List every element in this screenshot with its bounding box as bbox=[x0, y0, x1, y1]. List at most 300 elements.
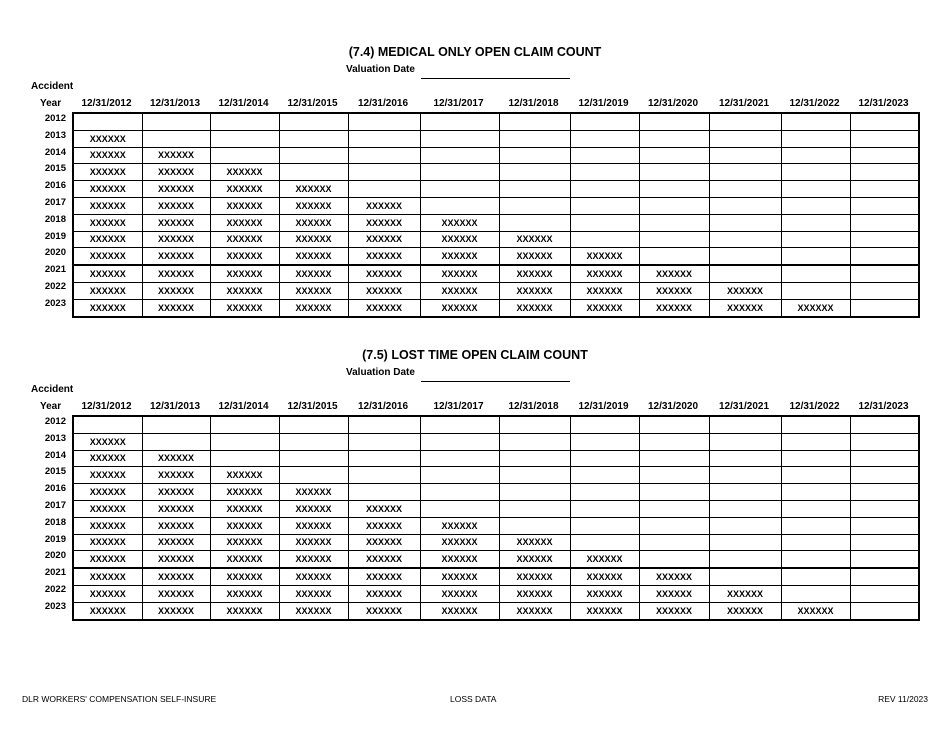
table-cell[interactable]: XXXXXX bbox=[420, 282, 499, 299]
table-cell[interactable]: XXXXXX bbox=[348, 568, 420, 585]
table-cell[interactable] bbox=[142, 113, 210, 130]
table-cell[interactable] bbox=[499, 467, 570, 484]
table-cell[interactable] bbox=[781, 585, 850, 602]
table-cell[interactable] bbox=[781, 248, 850, 265]
table-cell[interactable] bbox=[279, 450, 348, 467]
table-cell[interactable] bbox=[850, 130, 919, 147]
table-cell[interactable]: XXXXXX bbox=[348, 602, 420, 619]
table-cell[interactable]: XXXXXX bbox=[499, 231, 570, 248]
table-cell[interactable] bbox=[639, 517, 709, 534]
table-row bbox=[73, 467, 919, 484]
table-cell[interactable] bbox=[499, 130, 570, 147]
table-cell[interactable]: XXXXXX bbox=[279, 602, 348, 619]
table-cell[interactable] bbox=[850, 181, 919, 198]
table-cell[interactable] bbox=[420, 484, 499, 501]
table-cell[interactable] bbox=[142, 416, 210, 433]
table-cell[interactable]: XXXXXX bbox=[348, 282, 420, 299]
table-cell[interactable] bbox=[570, 467, 639, 484]
table-cell[interactable]: XXXXXX bbox=[210, 181, 279, 198]
table-cell[interactable] bbox=[781, 130, 850, 147]
table-cell[interactable]: XXXXXX bbox=[781, 299, 850, 316]
table-cell[interactable] bbox=[639, 248, 709, 265]
table-cell[interactable] bbox=[709, 450, 781, 467]
table-cell[interactable]: XXXXXX bbox=[142, 500, 210, 517]
table-cell[interactable]: XXXXXX bbox=[210, 585, 279, 602]
table-cell[interactable]: XXXXXX bbox=[210, 568, 279, 585]
table-cell[interactable] bbox=[850, 282, 919, 299]
table-cell[interactable] bbox=[709, 517, 781, 534]
table-cell[interactable]: XXXXXX bbox=[73, 450, 142, 467]
table-cell[interactable]: XXXXXX bbox=[142, 265, 210, 282]
table-cell[interactable] bbox=[709, 416, 781, 433]
table-cell[interactable]: XXXXXX bbox=[73, 568, 142, 585]
table-cell[interactable]: XXXXXX bbox=[210, 265, 279, 282]
table-cell[interactable] bbox=[639, 130, 709, 147]
table-cell[interactable]: XXXXXX bbox=[420, 534, 499, 551]
table-cell[interactable] bbox=[348, 484, 420, 501]
table-cell[interactable] bbox=[709, 467, 781, 484]
table-cell[interactable]: XXXXXX bbox=[348, 265, 420, 282]
table-cell[interactable] bbox=[570, 214, 639, 231]
table-cell[interactable]: XXXXXX bbox=[279, 534, 348, 551]
table-cell[interactable] bbox=[850, 517, 919, 534]
column-header: 12/31/2018 bbox=[508, 401, 559, 412]
table-cell[interactable]: XXXXXX bbox=[73, 602, 142, 619]
table-cell[interactable]: XXXXXX bbox=[279, 517, 348, 534]
table-cell[interactable]: XXXXXX bbox=[499, 534, 570, 551]
table-cell[interactable] bbox=[850, 534, 919, 551]
table-cell[interactable] bbox=[781, 231, 850, 248]
table-cell[interactable] bbox=[570, 534, 639, 551]
table-cell[interactable] bbox=[781, 534, 850, 551]
table-cell[interactable] bbox=[348, 164, 420, 181]
table-cell[interactable] bbox=[499, 164, 570, 181]
table-cell[interactable] bbox=[781, 450, 850, 467]
table-cell[interactable] bbox=[420, 450, 499, 467]
table-cell[interactable] bbox=[639, 231, 709, 248]
table-cell[interactable]: XXXXXX bbox=[279, 248, 348, 265]
table-cell[interactable] bbox=[781, 416, 850, 433]
table-cell[interactable]: XXXXXX bbox=[142, 147, 210, 164]
table-cell[interactable] bbox=[570, 450, 639, 467]
table-cell[interactable] bbox=[850, 450, 919, 467]
table-cell[interactable]: XXXXXX bbox=[73, 282, 142, 299]
table-cell[interactable]: XXXXXX bbox=[142, 450, 210, 467]
table-cell[interactable]: XXXXXX bbox=[210, 551, 279, 568]
table-cell[interactable]: XXXXXX bbox=[73, 248, 142, 265]
table-cell[interactable]: XXXXXX bbox=[73, 130, 142, 147]
table-cell[interactable] bbox=[709, 130, 781, 147]
table-cell[interactable]: XXXXXX bbox=[709, 585, 781, 602]
table-cell[interactable] bbox=[348, 450, 420, 467]
table-cell[interactable] bbox=[639, 197, 709, 214]
table-cell[interactable]: XXXXXX bbox=[639, 585, 709, 602]
table-cell[interactable]: XXXXXX bbox=[570, 265, 639, 282]
table-cell[interactable] bbox=[850, 248, 919, 265]
table-cell[interactable] bbox=[709, 551, 781, 568]
table-cell[interactable] bbox=[709, 484, 781, 501]
table-cell[interactable]: XXXXXX bbox=[142, 164, 210, 181]
table-cell[interactable]: XXXXXX bbox=[570, 282, 639, 299]
table-cell[interactable]: XXXXXX bbox=[499, 282, 570, 299]
table-cell[interactable] bbox=[570, 416, 639, 433]
table-cell[interactable] bbox=[639, 113, 709, 130]
table-cell[interactable]: XXXXXX bbox=[499, 602, 570, 619]
table-cell[interactable]: XXXXXX bbox=[142, 248, 210, 265]
table-cell[interactable] bbox=[850, 113, 919, 130]
table-cell[interactable]: XXXXXX bbox=[73, 517, 142, 534]
table-cell[interactable]: XXXXXX bbox=[420, 568, 499, 585]
table-cell[interactable] bbox=[781, 467, 850, 484]
table-cell[interactable]: XXXXXX bbox=[348, 299, 420, 316]
table-cell[interactable] bbox=[279, 433, 348, 450]
table-cell[interactable]: XXXXXX bbox=[279, 500, 348, 517]
table-cell[interactable] bbox=[850, 551, 919, 568]
table-cell[interactable]: XXXXXX bbox=[279, 585, 348, 602]
table-cell[interactable] bbox=[639, 551, 709, 568]
table-cell[interactable] bbox=[639, 534, 709, 551]
table-cell[interactable] bbox=[279, 164, 348, 181]
table-cell[interactable] bbox=[850, 299, 919, 316]
table-cell[interactable] bbox=[570, 130, 639, 147]
table-cell[interactable]: XXXXXX bbox=[210, 500, 279, 517]
table-cell[interactable] bbox=[210, 113, 279, 130]
table-cell[interactable] bbox=[850, 568, 919, 585]
table-cell[interactable] bbox=[210, 130, 279, 147]
table-cell[interactable] bbox=[420, 500, 499, 517]
table-cell[interactable] bbox=[499, 450, 570, 467]
table-cell[interactable]: XXXXXX bbox=[142, 282, 210, 299]
table-cell[interactable] bbox=[709, 433, 781, 450]
table-cell[interactable] bbox=[348, 181, 420, 198]
table-cell[interactable]: XXXXXX bbox=[420, 214, 499, 231]
table-cell[interactable] bbox=[850, 585, 919, 602]
table-cell[interactable]: XXXXXX bbox=[73, 265, 142, 282]
table-cell[interactable] bbox=[570, 484, 639, 501]
table-cell[interactable] bbox=[781, 517, 850, 534]
table-cell[interactable]: XXXXXX bbox=[279, 214, 348, 231]
table-cell[interactable] bbox=[279, 113, 348, 130]
table-cell[interactable] bbox=[499, 147, 570, 164]
table-cell[interactable]: XXXXXX bbox=[499, 265, 570, 282]
table-cell[interactable] bbox=[210, 147, 279, 164]
table-cell[interactable] bbox=[781, 568, 850, 585]
table-cell[interactable] bbox=[781, 265, 850, 282]
table-cell[interactable] bbox=[570, 500, 639, 517]
table-cell[interactable] bbox=[279, 147, 348, 164]
table-cell[interactable]: XXXXXX bbox=[420, 265, 499, 282]
table-cell[interactable]: XXXXXX bbox=[210, 299, 279, 316]
table-cell[interactable] bbox=[639, 147, 709, 164]
table-cell[interactable] bbox=[781, 113, 850, 130]
column-header: 12/31/2016 bbox=[357, 401, 409, 412]
table-cell[interactable] bbox=[709, 214, 781, 231]
table-cell[interactable]: XXXXXX bbox=[639, 282, 709, 299]
table-cell[interactable]: XXXXXX bbox=[142, 517, 210, 534]
table-cell[interactable]: XXXXXX bbox=[639, 568, 709, 585]
table-cell[interactable]: XXXXXX bbox=[210, 164, 279, 181]
table-cell[interactable]: XXXXXX bbox=[73, 585, 142, 602]
table-cell[interactable]: XXXXXX bbox=[279, 197, 348, 214]
table-cell[interactable]: XXXXXX bbox=[142, 585, 210, 602]
table-cell[interactable]: XXXXXX bbox=[420, 248, 499, 265]
table-cell[interactable] bbox=[781, 147, 850, 164]
table-cell[interactable]: XXXXXX bbox=[570, 602, 639, 619]
table-cell[interactable] bbox=[348, 433, 420, 450]
table-cell[interactable] bbox=[570, 433, 639, 450]
table-cell[interactable] bbox=[499, 214, 570, 231]
table-cell[interactable]: XXXXXX bbox=[73, 433, 142, 450]
table-cell[interactable] bbox=[709, 248, 781, 265]
table-cell[interactable]: XXXXXX bbox=[73, 231, 142, 248]
table-cell[interactable]: XXXXXX bbox=[210, 534, 279, 551]
table-cell[interactable] bbox=[570, 181, 639, 198]
table-cell[interactable] bbox=[142, 130, 210, 147]
year-label: Year bbox=[40, 98, 62, 109]
table-cell[interactable]: XXXXXX bbox=[210, 602, 279, 619]
table-cell[interactable]: XXXXXX bbox=[210, 197, 279, 214]
table-cell[interactable] bbox=[781, 197, 850, 214]
table-cell[interactable]: XXXXXX bbox=[348, 214, 420, 231]
table-cell[interactable]: XXXXXX bbox=[570, 568, 639, 585]
table-cell[interactable] bbox=[210, 450, 279, 467]
table-cell[interactable] bbox=[420, 181, 499, 198]
table-cell[interactable] bbox=[279, 416, 348, 433]
table-cell[interactable]: XXXXXX bbox=[570, 551, 639, 568]
table-cell[interactable]: XXXXXX bbox=[420, 517, 499, 534]
table-cell[interactable]: XXXXXX bbox=[570, 248, 639, 265]
table-cell[interactable]: XXXXXX bbox=[639, 602, 709, 619]
table-cell[interactable] bbox=[348, 147, 420, 164]
table-cell[interactable]: XXXXXX bbox=[499, 248, 570, 265]
table-cell[interactable] bbox=[709, 500, 781, 517]
table-cell[interactable]: XXXXXX bbox=[73, 484, 142, 501]
table-cell[interactable]: XXXXXX bbox=[348, 197, 420, 214]
table-cell[interactable] bbox=[420, 433, 499, 450]
table-cell[interactable] bbox=[499, 484, 570, 501]
table-cell[interactable]: XXXXXX bbox=[348, 585, 420, 602]
table-cell[interactable] bbox=[570, 231, 639, 248]
table-cell[interactable]: XXXXXX bbox=[142, 484, 210, 501]
table-cell[interactable] bbox=[781, 181, 850, 198]
table-cell[interactable]: XXXXXX bbox=[73, 147, 142, 164]
table-cell[interactable] bbox=[279, 467, 348, 484]
table-cell[interactable] bbox=[781, 164, 850, 181]
table-cell[interactable]: XXXXXX bbox=[73, 299, 142, 316]
table-cell[interactable] bbox=[570, 517, 639, 534]
table-cell[interactable]: XXXXXX bbox=[210, 517, 279, 534]
table-cell[interactable] bbox=[420, 130, 499, 147]
table-cell[interactable]: XXXXXX bbox=[210, 231, 279, 248]
table-cell[interactable]: XXXXXX bbox=[73, 164, 142, 181]
table-cell[interactable] bbox=[420, 467, 499, 484]
table-cell[interactable]: XXXXXX bbox=[348, 517, 420, 534]
table-cell[interactable]: XXXXXX bbox=[142, 602, 210, 619]
table-cell[interactable]: XXXXXX bbox=[570, 299, 639, 316]
table-cell[interactable]: XXXXXX bbox=[499, 551, 570, 568]
table-cell[interactable] bbox=[279, 130, 348, 147]
table-cell[interactable] bbox=[639, 500, 709, 517]
table-cell[interactable] bbox=[639, 181, 709, 198]
table-cell[interactable]: XXXXXX bbox=[499, 299, 570, 316]
table-cell[interactable] bbox=[420, 113, 499, 130]
accident-year-label: 2018 bbox=[44, 516, 66, 528]
table-cell[interactable]: XXXXXX bbox=[210, 248, 279, 265]
table-cell[interactable]: XXXXXX bbox=[348, 534, 420, 551]
table-cell[interactable] bbox=[499, 416, 570, 433]
table-cell[interactable]: XXXXXX bbox=[73, 214, 142, 231]
table-cell[interactable] bbox=[709, 265, 781, 282]
table-cell[interactable]: XXXXXX bbox=[73, 467, 142, 484]
table-cell[interactable] bbox=[709, 147, 781, 164]
table-cell[interactable] bbox=[709, 113, 781, 130]
table-cell[interactable]: XXXXXX bbox=[279, 265, 348, 282]
table-cell[interactable]: XXXXXX bbox=[142, 231, 210, 248]
table-cell[interactable] bbox=[709, 534, 781, 551]
table-cell[interactable]: XXXXXX bbox=[279, 299, 348, 316]
table-cell[interactable]: XXXXXX bbox=[709, 282, 781, 299]
table-cell[interactable] bbox=[570, 113, 639, 130]
table-cell[interactable] bbox=[709, 181, 781, 198]
table-cell[interactable] bbox=[781, 551, 850, 568]
accident-year-label: 2018 bbox=[44, 213, 66, 225]
table-cell[interactable] bbox=[348, 130, 420, 147]
table-cell[interactable]: XXXXXX bbox=[73, 551, 142, 568]
table-cell[interactable]: XXXXXX bbox=[709, 299, 781, 316]
table-cell[interactable]: XXXXXX bbox=[73, 197, 142, 214]
table-cell[interactable]: XXXXXX bbox=[142, 181, 210, 198]
table-cell[interactable] bbox=[850, 416, 919, 433]
table-cell[interactable]: XXXXXX bbox=[279, 282, 348, 299]
table-cell[interactable]: XXXXXX bbox=[781, 602, 850, 619]
table-cell[interactable]: XXXXXX bbox=[142, 214, 210, 231]
table-cell[interactable] bbox=[142, 433, 210, 450]
table-cell[interactable] bbox=[709, 231, 781, 248]
table-cell[interactable] bbox=[850, 231, 919, 248]
table-cell[interactable]: XXXXXX bbox=[142, 467, 210, 484]
table-cell[interactable]: XXXXXX bbox=[73, 534, 142, 551]
table-cell[interactable] bbox=[499, 113, 570, 130]
table-cell[interactable] bbox=[420, 197, 499, 214]
table-cell[interactable] bbox=[210, 433, 279, 450]
table-cell[interactable] bbox=[73, 416, 142, 433]
table-cell[interactable] bbox=[850, 484, 919, 501]
table-cell[interactable]: XXXXXX bbox=[639, 265, 709, 282]
table-cell[interactable]: XXXXXX bbox=[142, 299, 210, 316]
table-cell[interactable] bbox=[348, 113, 420, 130]
table-cell[interactable] bbox=[850, 197, 919, 214]
table-cell[interactable] bbox=[73, 113, 142, 130]
table-cell[interactable]: XXXXXX bbox=[348, 248, 420, 265]
table-cell[interactable]: XXXXXX bbox=[348, 551, 420, 568]
table-cell[interactable]: XXXXXX bbox=[210, 282, 279, 299]
table-cell[interactable] bbox=[639, 416, 709, 433]
table-cell[interactable] bbox=[570, 164, 639, 181]
table-cell[interactable] bbox=[570, 197, 639, 214]
table-row bbox=[73, 147, 919, 164]
table-cell[interactable]: XXXXXX bbox=[142, 568, 210, 585]
table-cell[interactable]: XXXXXX bbox=[420, 585, 499, 602]
table-cell[interactable]: XXXXXX bbox=[420, 231, 499, 248]
table-cell[interactable] bbox=[420, 164, 499, 181]
table-cell[interactable] bbox=[570, 147, 639, 164]
table-cell[interactable] bbox=[420, 416, 499, 433]
table-cell[interactable]: XXXXXX bbox=[142, 534, 210, 551]
table-cell[interactable] bbox=[639, 484, 709, 501]
table-cell[interactable] bbox=[639, 433, 709, 450]
table-cell[interactable]: XXXXXX bbox=[210, 467, 279, 484]
table-cell[interactable]: XXXXXX bbox=[210, 484, 279, 501]
table-cell[interactable]: XXXXXX bbox=[420, 602, 499, 619]
table-cell[interactable]: XXXXXX bbox=[279, 231, 348, 248]
valuation-date-field[interactable] bbox=[421, 381, 570, 382]
table-cell[interactable] bbox=[499, 500, 570, 517]
table-cell[interactable]: XXXXXX bbox=[73, 181, 142, 198]
table-cell[interactable] bbox=[850, 602, 919, 619]
table-cell[interactable] bbox=[850, 433, 919, 450]
table-cell[interactable] bbox=[709, 568, 781, 585]
table-cell[interactable] bbox=[850, 500, 919, 517]
table-cell[interactable] bbox=[499, 181, 570, 198]
table-cell[interactable] bbox=[850, 467, 919, 484]
table-cell[interactable] bbox=[781, 500, 850, 517]
table-cell[interactable] bbox=[781, 433, 850, 450]
valuation-date-field[interactable] bbox=[421, 78, 570, 79]
table-cell[interactable] bbox=[850, 265, 919, 282]
table-cell[interactable] bbox=[499, 433, 570, 450]
table-cell[interactable] bbox=[850, 147, 919, 164]
column-header: 12/31/2020 bbox=[647, 401, 699, 412]
column-header: 12/31/2015 bbox=[287, 401, 338, 412]
table-cell[interactable]: XXXXXX bbox=[142, 197, 210, 214]
table-cell[interactable]: XXXXXX bbox=[420, 551, 499, 568]
table-cell[interactable]: XXXXXX bbox=[499, 568, 570, 585]
table-cell[interactable]: XXXXXX bbox=[279, 568, 348, 585]
table-cell[interactable] bbox=[499, 197, 570, 214]
table-cell[interactable] bbox=[781, 282, 850, 299]
table-cell[interactable]: XXXXXX bbox=[348, 500, 420, 517]
table-cell[interactable] bbox=[850, 214, 919, 231]
table-cell[interactable] bbox=[348, 467, 420, 484]
table-cell[interactable] bbox=[709, 164, 781, 181]
table-cell[interactable]: XXXXXX bbox=[142, 551, 210, 568]
table-cell[interactable] bbox=[348, 416, 420, 433]
table-cell[interactable] bbox=[639, 164, 709, 181]
table-cell[interactable] bbox=[781, 214, 850, 231]
table-cell[interactable]: XXXXXX bbox=[420, 299, 499, 316]
table-cell[interactable]: XXXXXX bbox=[279, 551, 348, 568]
table-cell[interactable]: XXXXXX bbox=[279, 181, 348, 198]
table-cell[interactable] bbox=[781, 484, 850, 501]
table-cell[interactable] bbox=[210, 416, 279, 433]
table-cell[interactable]: XXXXXX bbox=[499, 585, 570, 602]
table-cell[interactable] bbox=[639, 450, 709, 467]
table-cell[interactable] bbox=[639, 467, 709, 484]
table-cell[interactable] bbox=[420, 147, 499, 164]
table-cell[interactable]: XXXXXX bbox=[639, 299, 709, 316]
table-cell[interactable] bbox=[709, 197, 781, 214]
table-cell[interactable]: XXXXXX bbox=[709, 602, 781, 619]
table-cell[interactable]: XXXXXX bbox=[210, 214, 279, 231]
table-cell[interactable]: XXXXXX bbox=[348, 231, 420, 248]
table-cell[interactable]: XXXXXX bbox=[73, 500, 142, 517]
table-cell[interactable]: XXXXXX bbox=[279, 484, 348, 501]
table-cell[interactable] bbox=[499, 517, 570, 534]
column-header: 12/31/2021 bbox=[718, 401, 770, 412]
table-cell[interactable]: XXXXXX bbox=[570, 585, 639, 602]
table-cell[interactable] bbox=[850, 164, 919, 181]
table-cell[interactable] bbox=[639, 214, 709, 231]
